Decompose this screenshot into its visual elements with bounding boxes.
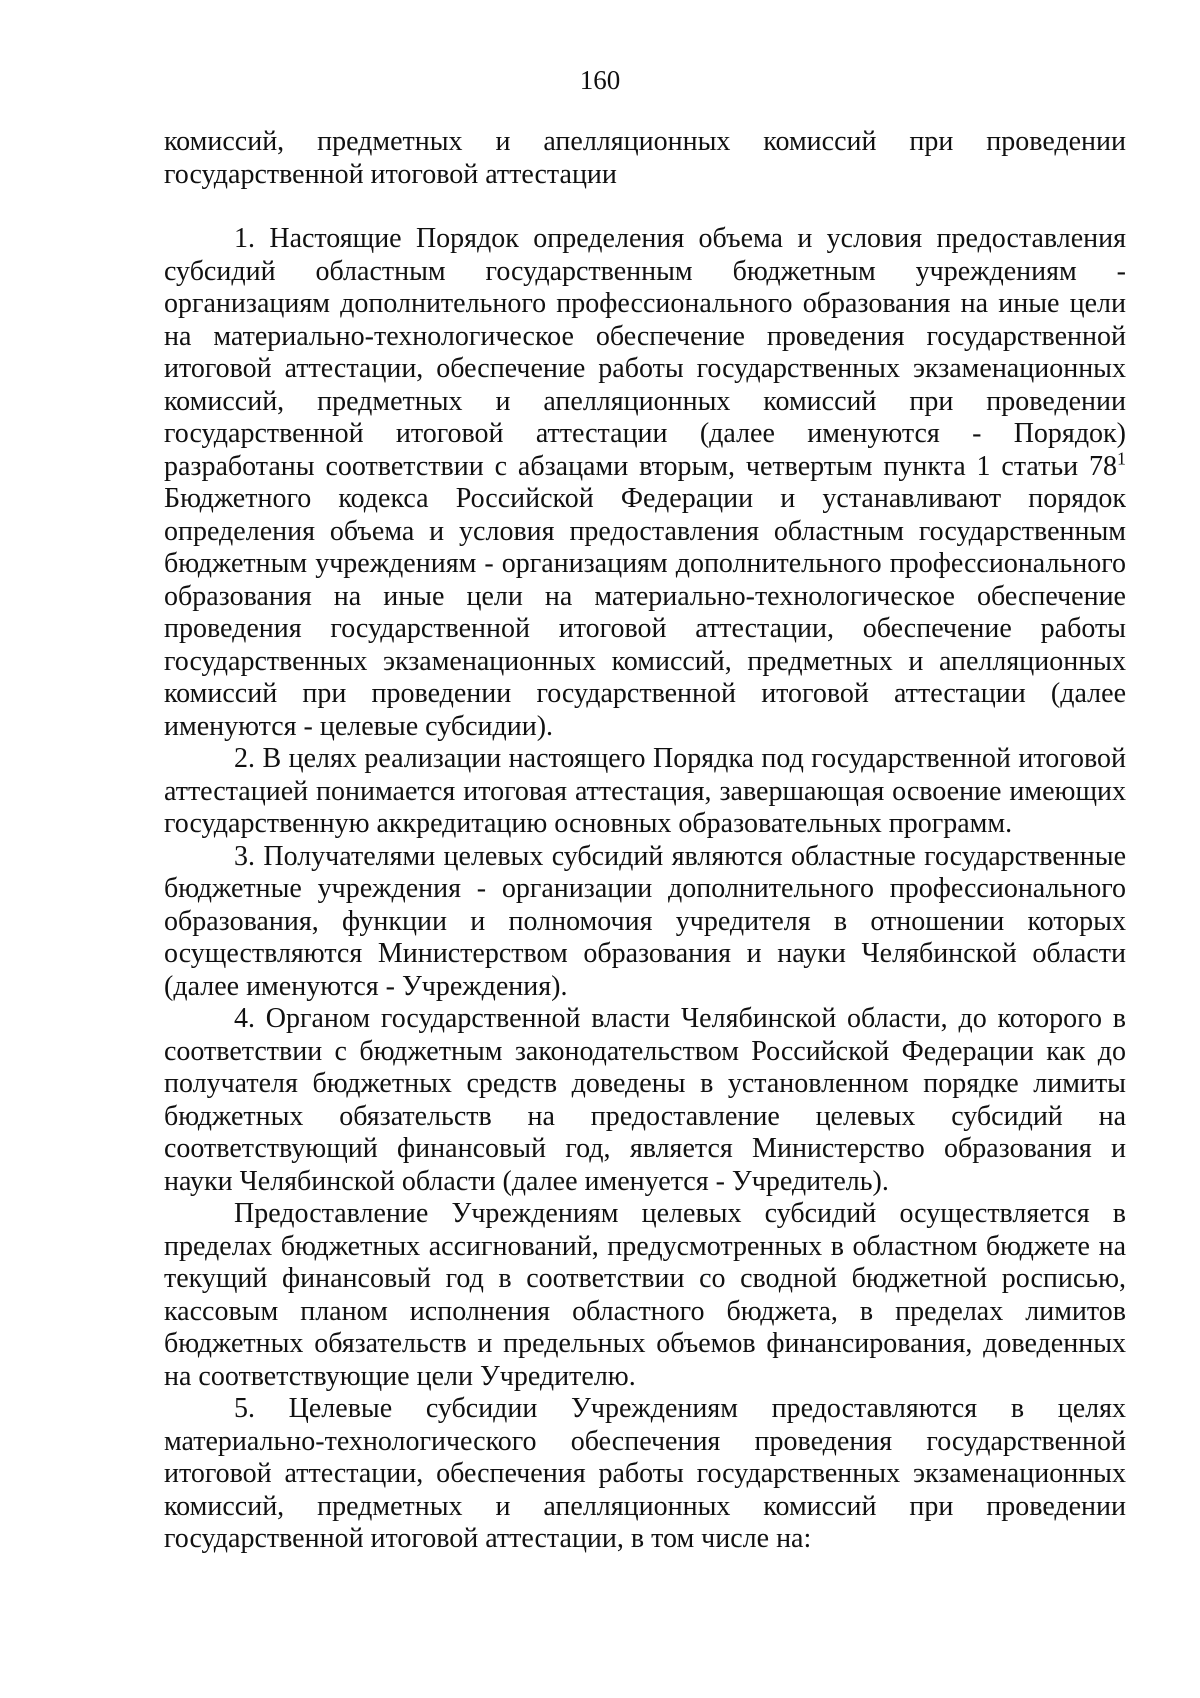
article-superscript: 1	[1117, 448, 1126, 469]
paragraph-1	[164, 223, 1126, 743]
paragraph-3: 3. Получателями целевых субсидий являются областные государственные бюджетные учреждения - организации дополнительного профессионального образования, функции и полномочия учредителя в отношении которых осуществляются Министерством образования и науки Челябинской области (далее именуются - Учреждения).	[164, 840, 1126, 1002]
paragraph-4: 4. Органом государственной власти Челябинской области, до которого в соответствии с бюджетным законодательством Российской Федерации как до получателя бюджетных средств доведены в установленном порядке лимиты бюджетных обязательств на предоставление целевых субсидий на соответствующий финансовый год, является Министерство образования и науки Челябинской области (далее именуется - Учредитель).	[164, 1003, 1126, 1197]
paragraph-2: 2. В целях реализации настоящего Порядка под государственной итоговой аттестацией понимается итоговая аттестация, завершающая освоение имеющих государственную аккредитацию основных образовательных программ.	[164, 743, 1126, 839]
paragraph-5: 5. Целевые субсидии Учреждениям предоставляются в целях материально-технологического обеспечения проведения государственной итоговой аттестации, обеспечения работы государственных экзаменационных комиссий, предметных и апелляционных комиссий при проведении государственной итоговой аттестации, в том числе на:	[164, 1393, 1126, 1554]
intro-paragraph: комиссий, предметных и апелляционных комиссий при проведении государственной итоговой аттестации	[164, 126, 1126, 190]
page-number: 160	[579, 65, 621, 95]
paragraph-1-text-continued: Бюджетного кодекса Российской Федерации и устанавливают порядок определения объема и условия предоставления областным государственным бюджетным учреждениям - организациям дополнительного профессионального образования на иные цели на материально-технологическое обеспечение проведения государственной итоговой аттестации, обеспечение работы государственных экзаменационных комиссий, предметных и апелляционных комиссий при проведении государственной итоговой аттестации (далее именуются - целевые субсидии).	[164, 483, 1126, 742]
paragraph-4-continued: Предоставление Учреждениям целевых субсидий осуществляется в пределах бюджетных ассигнований, предусмотренных в областном бюджете на текущий финансовый год в соответствии со сводной бюджетной росписью, кассовым планом исполнения областного бюджета, в пределах лимитов бюджетных обязательств и предельных объемов финансирования, доведенных на соответствующие цели Учредителю.	[164, 1198, 1126, 1392]
paragraph-1-text: 1. Настоящие Порядок определения объема и условия предоставления субсидий областным государственным бюджетным учреждениям - организациям дополнительного профессионального образования на иные цели на материально-технологическое обеспечение проведения государственной итоговой аттестации, обеспечение работы государственных экзаменационных комиссий, предметных и апелляционных комиссий при проведении государственной итоговой аттестации (далее именуются - Порядок) разработаны соответствии с абзацами вторым, четвертым пункта 1 статьи 78	[164, 223, 1126, 482]
document-body	[164, 126, 1126, 1556]
